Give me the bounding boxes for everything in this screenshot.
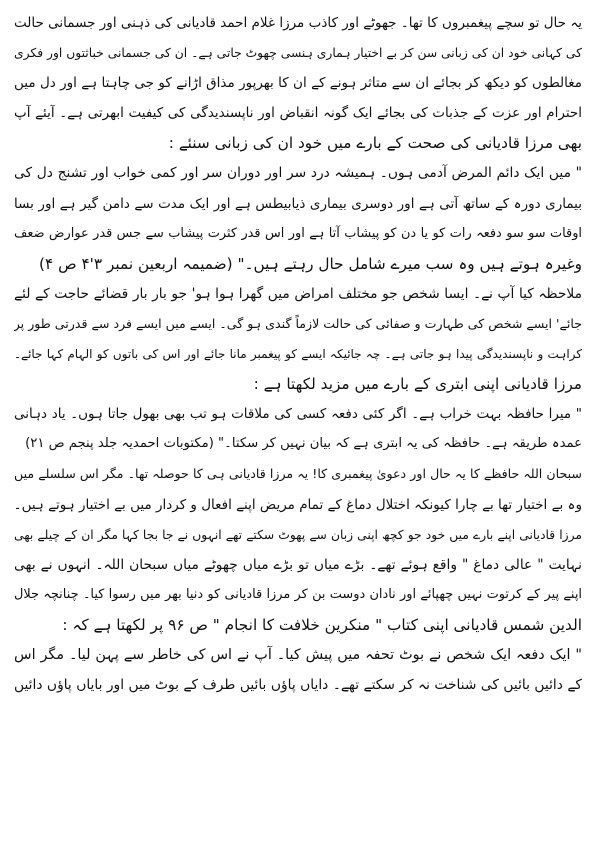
quote-line: کے دائیں بائیں کی شناخت نہ کر سکتے تھے۔ دایاں پاؤں بائیں طرف کے بوٹ میں اور بایاں پاؤں دائیں [14, 677, 582, 694]
quote-citation-line: عمدہ طریقہ ہے۔ حافظہ کی یہ ابتری ہے کہ بیان نہیں کر سکتا۔" (مکتوبات احمدیہ جلد پنجم ص ۲۱) [25, 436, 582, 452]
text-line: بھی مرزا قادیانی کی صحت کے بارے میں خود ان کی زبانی سنئے : [168, 134, 582, 153]
quote-line: " ایک دفعہ ایک شخص نے بوٹ تحفہ میں پیش کیا۔ آپ نے اس کی خاطر سے پہن لیا۔ مگر اس [14, 646, 582, 663]
quote-line: " میں ایک دائم المرض آدمی ہوں۔ ہمیشہ درد سر اور دوران سر اور کمی خواب اور تشنج دل کی [14, 165, 582, 182]
text-line: وہ بے اختیار تھا بے چارا کیونکہ اختلال دماغ کے تمام مریض اپنے افعال و کردار میں بے اختیار ہوتے ہیں۔ [14, 496, 582, 513]
quote-citation-line: وغیرہ ہوتے ہیں وہ سب میرے شامل حال رہتے ہیں۔" (ضمیمہ اربعین نمبر ۳'۴ ص ۴) [39, 254, 582, 273]
text-line: جائے' ایسے شخص کی طہارت و صفائی کی حالت لازماً گندی ہو گی۔ ایسے میں ایسے فرد سے قدرتی طور پر [14, 315, 582, 331]
text-line: کی کہانی خود ان کی زبانی سن کر بے اختیار ہماری ہنسی چھوٹ جاتی ہے۔ ان کی جسمانی خباثتوں اور فکری [14, 46, 582, 61]
quote-line: بیماری دورہ کے ساتھ آتی ہے اور دوسری بیماری ذیابیطس ہے اور ایک مدت سے دامن گیر ہے اور بسا [14, 195, 582, 212]
document-page [14, 8, 582, 700]
text-line: احترام اور عزت کے جذبات کی بجائے ایک گونہ انقباض اور ناپسندیدگی کی کیفیت ابھرتی ہے۔ آیئے آپ [14, 105, 582, 122]
text-line: الدین شمس قادیانی اپنی کتاب " منکرین خلافت کا انجام " ص ۹۶ پر لکھتا ہے کہ : [62, 615, 582, 634]
text-line: کراہت و ناپسندیدگی پیدا ہو جاتی ہے۔ چہ جائیکہ ایسے کو پیغمبر مانا جائے اور اس کی باتوں کو الہام کہا جائے۔ [14, 347, 582, 362]
quote-line: " میرا حافظہ بہت خراب ہے۔ اگر کئی دفعہ کسی کی ملاقات ہو تب بھی بھول جاتا ہوں۔ یاد دہانی [14, 406, 582, 423]
text-line: مغالطوں کو دیکھ کر بجائے ان سے متاثر ہونے کے ان کا بھرپور مذاق اڑانے کو جی چاہتا ہے اور دل میں [14, 75, 582, 92]
text-line: مرزا قادیانی اپنی ابتری کے بارے میں مزید لکھتا ہے : [253, 375, 582, 394]
text-line: ملاحظہ کیا آپ نے۔ ایسا شخص جو مختلف امراض میں گھرا ہوا ہو' جو بار بار قضائے حاجت کے لئے [14, 285, 582, 302]
text-line: نہایت " عالی دماغ " واقع ہوئے تھے۔ بڑے میاں تو بڑے میاں چھوٹے میاں سبحان اللہ۔ انہوں نے بھی [14, 556, 582, 573]
text-line: مرزا قادیانی اپنے بارے میں خود جو کچھ اپنی زبان سے پھوٹ سکتے تھے انہوں نے جا بجا کہا مگر ان کے چیلے بھی [14, 527, 582, 542]
quote-line: اوقات سو سو دفعہ رات کو یا دن کو پیشاب آتا ہے اور اس قدر کثرت پیشاب سے جس قدر عوارض ضعف [14, 225, 582, 241]
text-line: یہ حال تو سچے پیغمبروں کا تھا۔ جھوٹے اور کاذب مرزا غلام احمد قادیانی کی ذہنی اور جسمانی حالت [14, 15, 582, 31]
text-line: سبحان اللہ حافظے کا یہ حال اور دعویٰ پیغمبری کا! یہ مرزا قادیانی ہی کا حوصلہ تھا۔ مگر اس سلسلے میں [14, 466, 582, 482]
text-line: اپنے پیر کے کرتوت نہیں چھپائے اور نادان دوست بن کر مرزا قادیانی کو دنیا بھر میں رسوا کیا۔ چنانچہ جلال [14, 586, 582, 602]
